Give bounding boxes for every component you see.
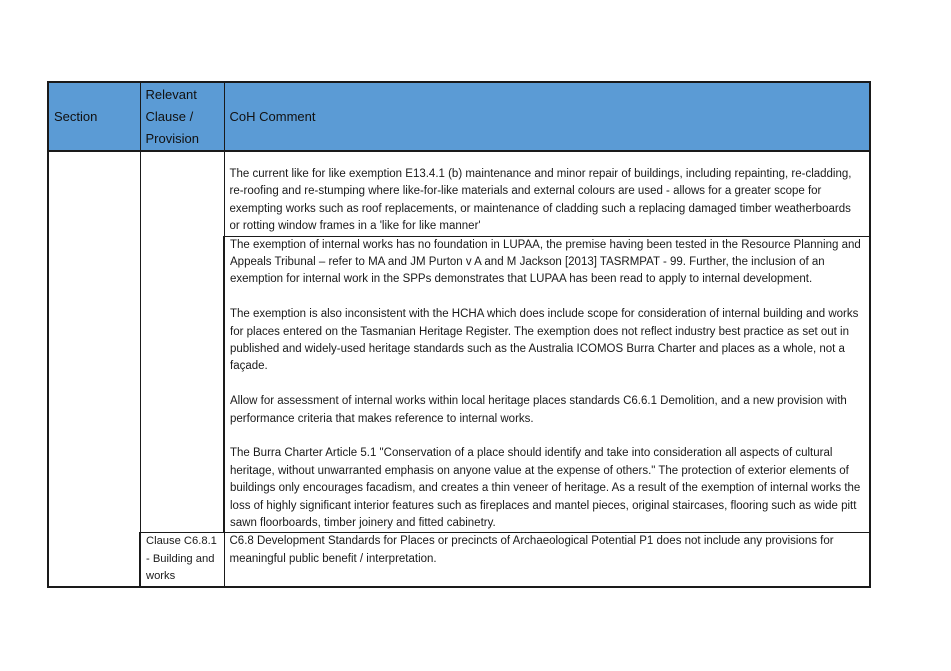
comment-paragraph: The exemption of internal works has no foundation in LUPAA, the premise having been tested in the Resource Planning and Appeals Tribunal – refer to MA and JM Purton v A and M Jackson [2013] TASRMPAT - 99. Further, the inclusion of an exemption for internal work in the SPPs demonstrates that LUPAA has been read to apply to internal development.	[230, 238, 861, 286]
comment-paragraph: The current like for like exemption E13.4.1 (b) maintenance and minor repair of buildings, including repainting, re-cladding, re-roofing and re-stumping where like-for-like materials and external colours are used - allows for a greater scope for exempting works such as roof replacements, or maintenance of cladding such a replacing damaged timber weatherboards or rotting window frames in a 'like for like manner'	[229, 168, 852, 233]
comment-cell	[224, 533, 870, 587]
comment-cell	[224, 151, 870, 236]
coh-comment-table	[47, 81, 871, 588]
table-row	[48, 151, 870, 236]
relevant-clause-column-header: Relevant Clause / Provision	[140, 82, 224, 151]
table-row	[48, 533, 870, 587]
comment-paragraph: The Burra Charter Article 5.1 "Conservation of a place should identify and take into consideration all aspects of cultural heritage, without unwarranted emphasis on anyone value at the expense of others." The protection of exterior elements of buildings only encourages facadism, and creates a thin veneer of heritage. As a result of the exemption of internal works the loss of highly significant interior features such as fireplaces and mantel pieces, original staircases, flooring such as wide pitt sawn floorboards, timber joinery and fitted cabinetry.	[230, 447, 861, 530]
coh-comment-column-header: CoH Comment	[224, 82, 870, 151]
comment-paragraph: The exemption is also inconsistent with the HCHA which does include scope for consideration of internal building and works for places entered on the Tasmanian Heritage Register. The exemption does not reflect industry best practice as set out in published and widely-used heritage standards such as the Australia ICOMOS Burra Charter and places as a whole, not a façade.	[230, 308, 859, 373]
clause-cell	[140, 151, 224, 533]
comment-paragraph: Allow for assessment of internal works within local heritage places standards C6.6.1 Demolition, and a new provision with performance criteria that makes reference to internal works.	[230, 395, 847, 425]
section-column-header: Section	[48, 82, 140, 151]
comment-paragraph: C6.8 Development Standards for Places or precincts of Archaeological Potential P1 does not include any provisions for meaningful public benefit / interpretation.	[229, 535, 834, 565]
section-cell	[48, 151, 140, 587]
comment-cell	[224, 236, 870, 533]
clause-cell: Clause C6.8.1 - Building and works	[140, 533, 224, 587]
table-header-row	[48, 82, 870, 151]
